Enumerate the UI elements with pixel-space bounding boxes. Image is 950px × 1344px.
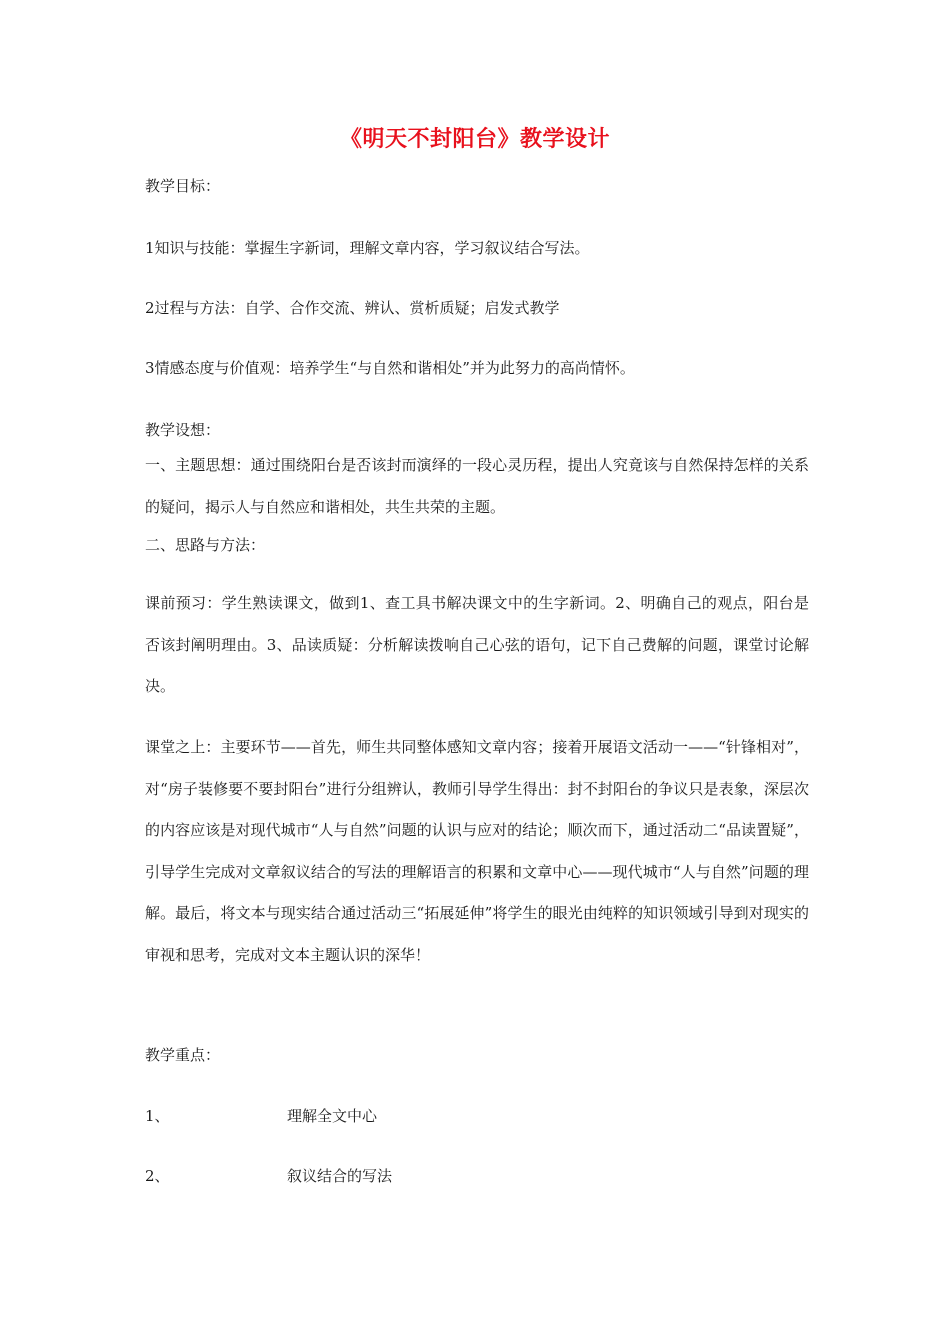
objective-item: 1知识与技能：掌握生字新词，理解文章内容，学习叙议结合写法。: [145, 239, 590, 257]
key-point-number: 1、: [145, 1107, 170, 1125]
key-point-number: 2、: [145, 1167, 170, 1185]
objectives-heading: 教学目标：: [145, 177, 221, 195]
objective-item: 2过程与方法：自学、合作交流、辨认、赏析质疑；启发式教学: [145, 299, 560, 317]
key-point-text: 理解全文中心: [287, 1107, 378, 1125]
key-points-heading: 教学重点：: [145, 1046, 221, 1064]
theme-paragraph: 一、主题思想：通过围绕阳台是否该封而演绎的一段心灵历程，提出人究竟该与自然保持怎样的关系的疑问，揭示人与自然应和谐相处，共生共荣的主题。: [145, 456, 809, 516]
document-title: 《明天不封阳台》教学设计: [339, 127, 610, 152]
method-heading: 二、思路与方法：: [145, 536, 266, 554]
objective-item: 3情感态度与价值观：培养学生“与自然和谐相处”并为此努力的高尚情怀。: [145, 359, 635, 377]
classroom-paragraph: 课堂之上：主要环节——首先，师生共同整体感知文章内容；接着开展语文活动一——“针锋相对”，对“房子装修要不要封阳台”进行分组辨认，教师引导学生得出：封不封阳台的争议只是表象，深层次的内容应该是对现代城市“人与自然”问题的认识与应对的结论；顺次而下，通过活动二“品读置疑”，引导学生完成对文章叙议结合的写法的理解语言的积累和文章中心——现代城市“人与自然”问题的理解。最后，将文本与现实结合通过活动三“拓展延伸”将学生的眼光由纯粹的知识领域引导到对现实的审视和思考，完成对文本主题认识的深华！: [145, 738, 809, 964]
preview-paragraph: 课前预习：学生熟读课文，做到1、查工具书解决课文中的生字新词。2、明确自己的观点，阳台是否该封阐明理由。3、品读质疑：分析解读拨响自己心弦的语句，记下自己费解的问题，课堂讨论解决。: [145, 594, 809, 695]
design-heading: 教学设想：: [145, 421, 221, 439]
key-point-text: 叙议结合的写法: [287, 1167, 393, 1185]
